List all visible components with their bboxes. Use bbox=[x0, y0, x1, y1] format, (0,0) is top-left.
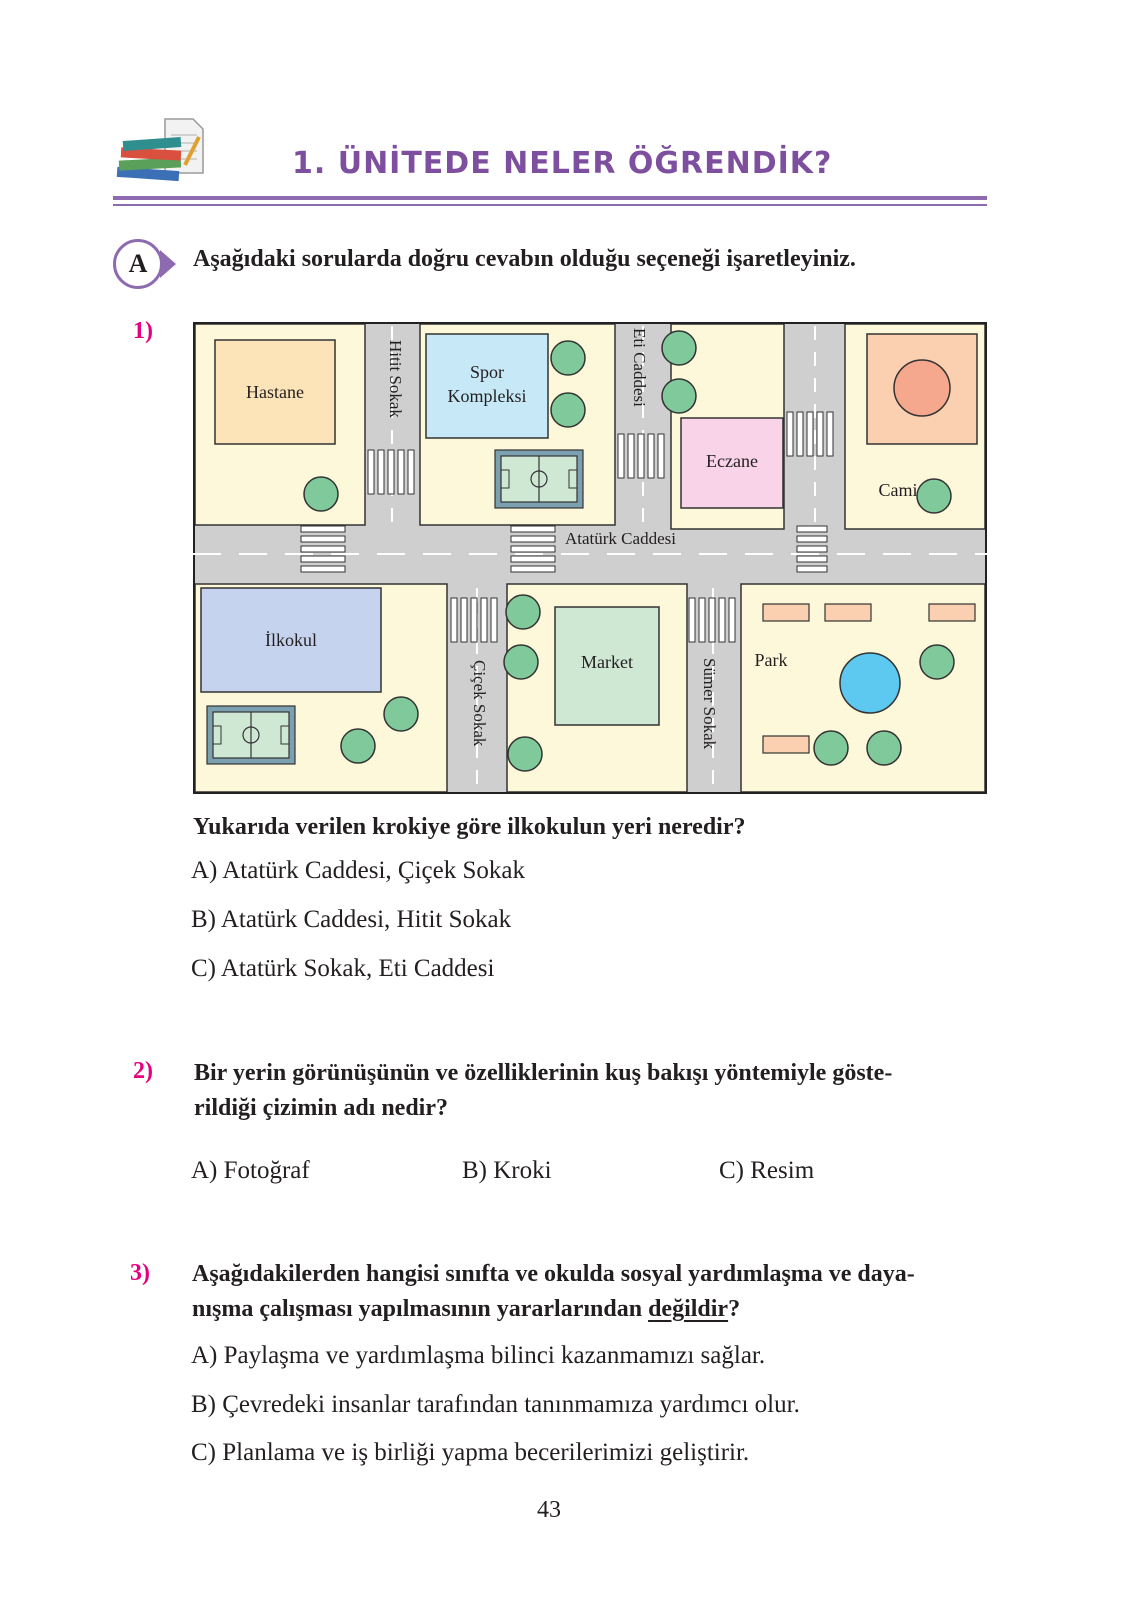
question-3-text bbox=[192, 1257, 915, 1327]
question-2-option-b[interactable]: B) Kroki bbox=[462, 1157, 552, 1184]
question-3-text-line-2 bbox=[192, 1292, 915, 1327]
tree bbox=[384, 697, 418, 731]
tree bbox=[814, 731, 848, 765]
header-rule bbox=[113, 196, 987, 200]
question-2-text-line-2: rildiği çizimin adı nedir? bbox=[194, 1095, 449, 1121]
bench bbox=[763, 736, 809, 753]
bench bbox=[763, 604, 809, 621]
section-instruction: Aşağıdaki sorularda doğru cevabın olduğu seçeneği işaretleyiniz. bbox=[193, 246, 856, 272]
tree bbox=[508, 737, 542, 771]
section-arrow bbox=[160, 250, 176, 278]
question-3-text-line-1: Aşağıdakilerden hangisi sınıfta ve okulda sosyal yardımlaşma ve daya- bbox=[192, 1261, 915, 1287]
mosque-label: Cami bbox=[878, 480, 918, 500]
page-number: 43 bbox=[537, 1497, 561, 1523]
mosque-dome bbox=[894, 360, 950, 416]
question-2-text bbox=[194, 1056, 892, 1126]
books-icon bbox=[113, 115, 209, 189]
street-label-hitit: Hitit Sokak bbox=[386, 340, 405, 418]
question-2-option-c[interactable]: C) Resim bbox=[719, 1157, 815, 1184]
park-label: Park bbox=[754, 650, 788, 670]
question-2-number: 2) bbox=[133, 1058, 153, 1084]
sports-complex-label: Kompleksi bbox=[447, 386, 527, 406]
question-3-negation-emphasis: değildir bbox=[648, 1296, 729, 1322]
street-label-cicek: Çiçek Sokak bbox=[470, 660, 489, 747]
unit-review-title: 1. ÜNİTEDE NELER ÖĞRENDİK? bbox=[292, 146, 833, 181]
question-1-option-c[interactable]: C) Atatürk Sokak, Eti Caddesi bbox=[191, 955, 495, 982]
question-1-text: Yukarıda verilen krokiye göre ilkokulun yeri neredir? bbox=[193, 814, 746, 840]
tree bbox=[504, 645, 538, 679]
street-label-eti: Eti Caddesi bbox=[630, 328, 649, 407]
question-3-option-c[interactable]: C) Planlama ve iş birliği yapma becerilerimizi geliştirir. bbox=[191, 1439, 750, 1466]
pharmacy-label: Eczane bbox=[706, 451, 758, 471]
bench bbox=[929, 604, 975, 621]
tree bbox=[341, 729, 375, 763]
question-3-text-line-2-start: nışma çalışması yapılmasının yararlarından bbox=[192, 1296, 649, 1322]
tree bbox=[917, 479, 951, 513]
tree bbox=[867, 731, 901, 765]
football-pitch bbox=[207, 706, 295, 764]
question-2-text-line-1: Bir yerin görünüşünün ve özelliklerinin kuş bakışı yöntemiyle göste- bbox=[194, 1060, 893, 1086]
market-label: Market bbox=[581, 652, 633, 672]
pond bbox=[840, 653, 900, 713]
header-rule-thin bbox=[113, 204, 987, 206]
question-3-option-b[interactable]: B) Çevredeki insanlar tarafından tanınmamıza yardımcı olur. bbox=[191, 1391, 800, 1418]
question-1-number: 1) bbox=[133, 318, 153, 344]
sketch-map bbox=[193, 322, 987, 799]
tree bbox=[662, 379, 696, 413]
tree bbox=[551, 393, 585, 427]
section-badge: A bbox=[113, 239, 163, 289]
question-3-text-line-2-end: ? bbox=[728, 1296, 741, 1322]
bench bbox=[825, 604, 871, 621]
tree bbox=[662, 331, 696, 365]
question-2-option-a[interactable]: A) Fotoğraf bbox=[191, 1157, 310, 1184]
question-1-option-b[interactable]: B) Atatürk Caddesi, Hitit Sokak bbox=[191, 906, 512, 933]
sports-complex-label: Spor bbox=[469, 362, 505, 382]
school-label: İlkokul bbox=[265, 630, 317, 650]
hospital-label: Hastane bbox=[246, 382, 304, 402]
question-3-option-a[interactable]: A) Paylaşma ve yardımlaşma bilinci kazanmamızı sağlar. bbox=[191, 1342, 766, 1369]
tree bbox=[506, 595, 540, 629]
question-3-number: 3) bbox=[130, 1260, 150, 1286]
street-label-ataturk: Atatürk Caddesi bbox=[565, 529, 676, 548]
tree bbox=[920, 645, 954, 679]
street-label-sumer: Sümer Sokak bbox=[700, 658, 719, 750]
football-pitch bbox=[495, 450, 583, 508]
tree bbox=[551, 341, 585, 375]
tree bbox=[304, 477, 338, 511]
question-1-option-a[interactable]: A) Atatürk Caddesi, Çiçek Sokak bbox=[191, 857, 525, 884]
